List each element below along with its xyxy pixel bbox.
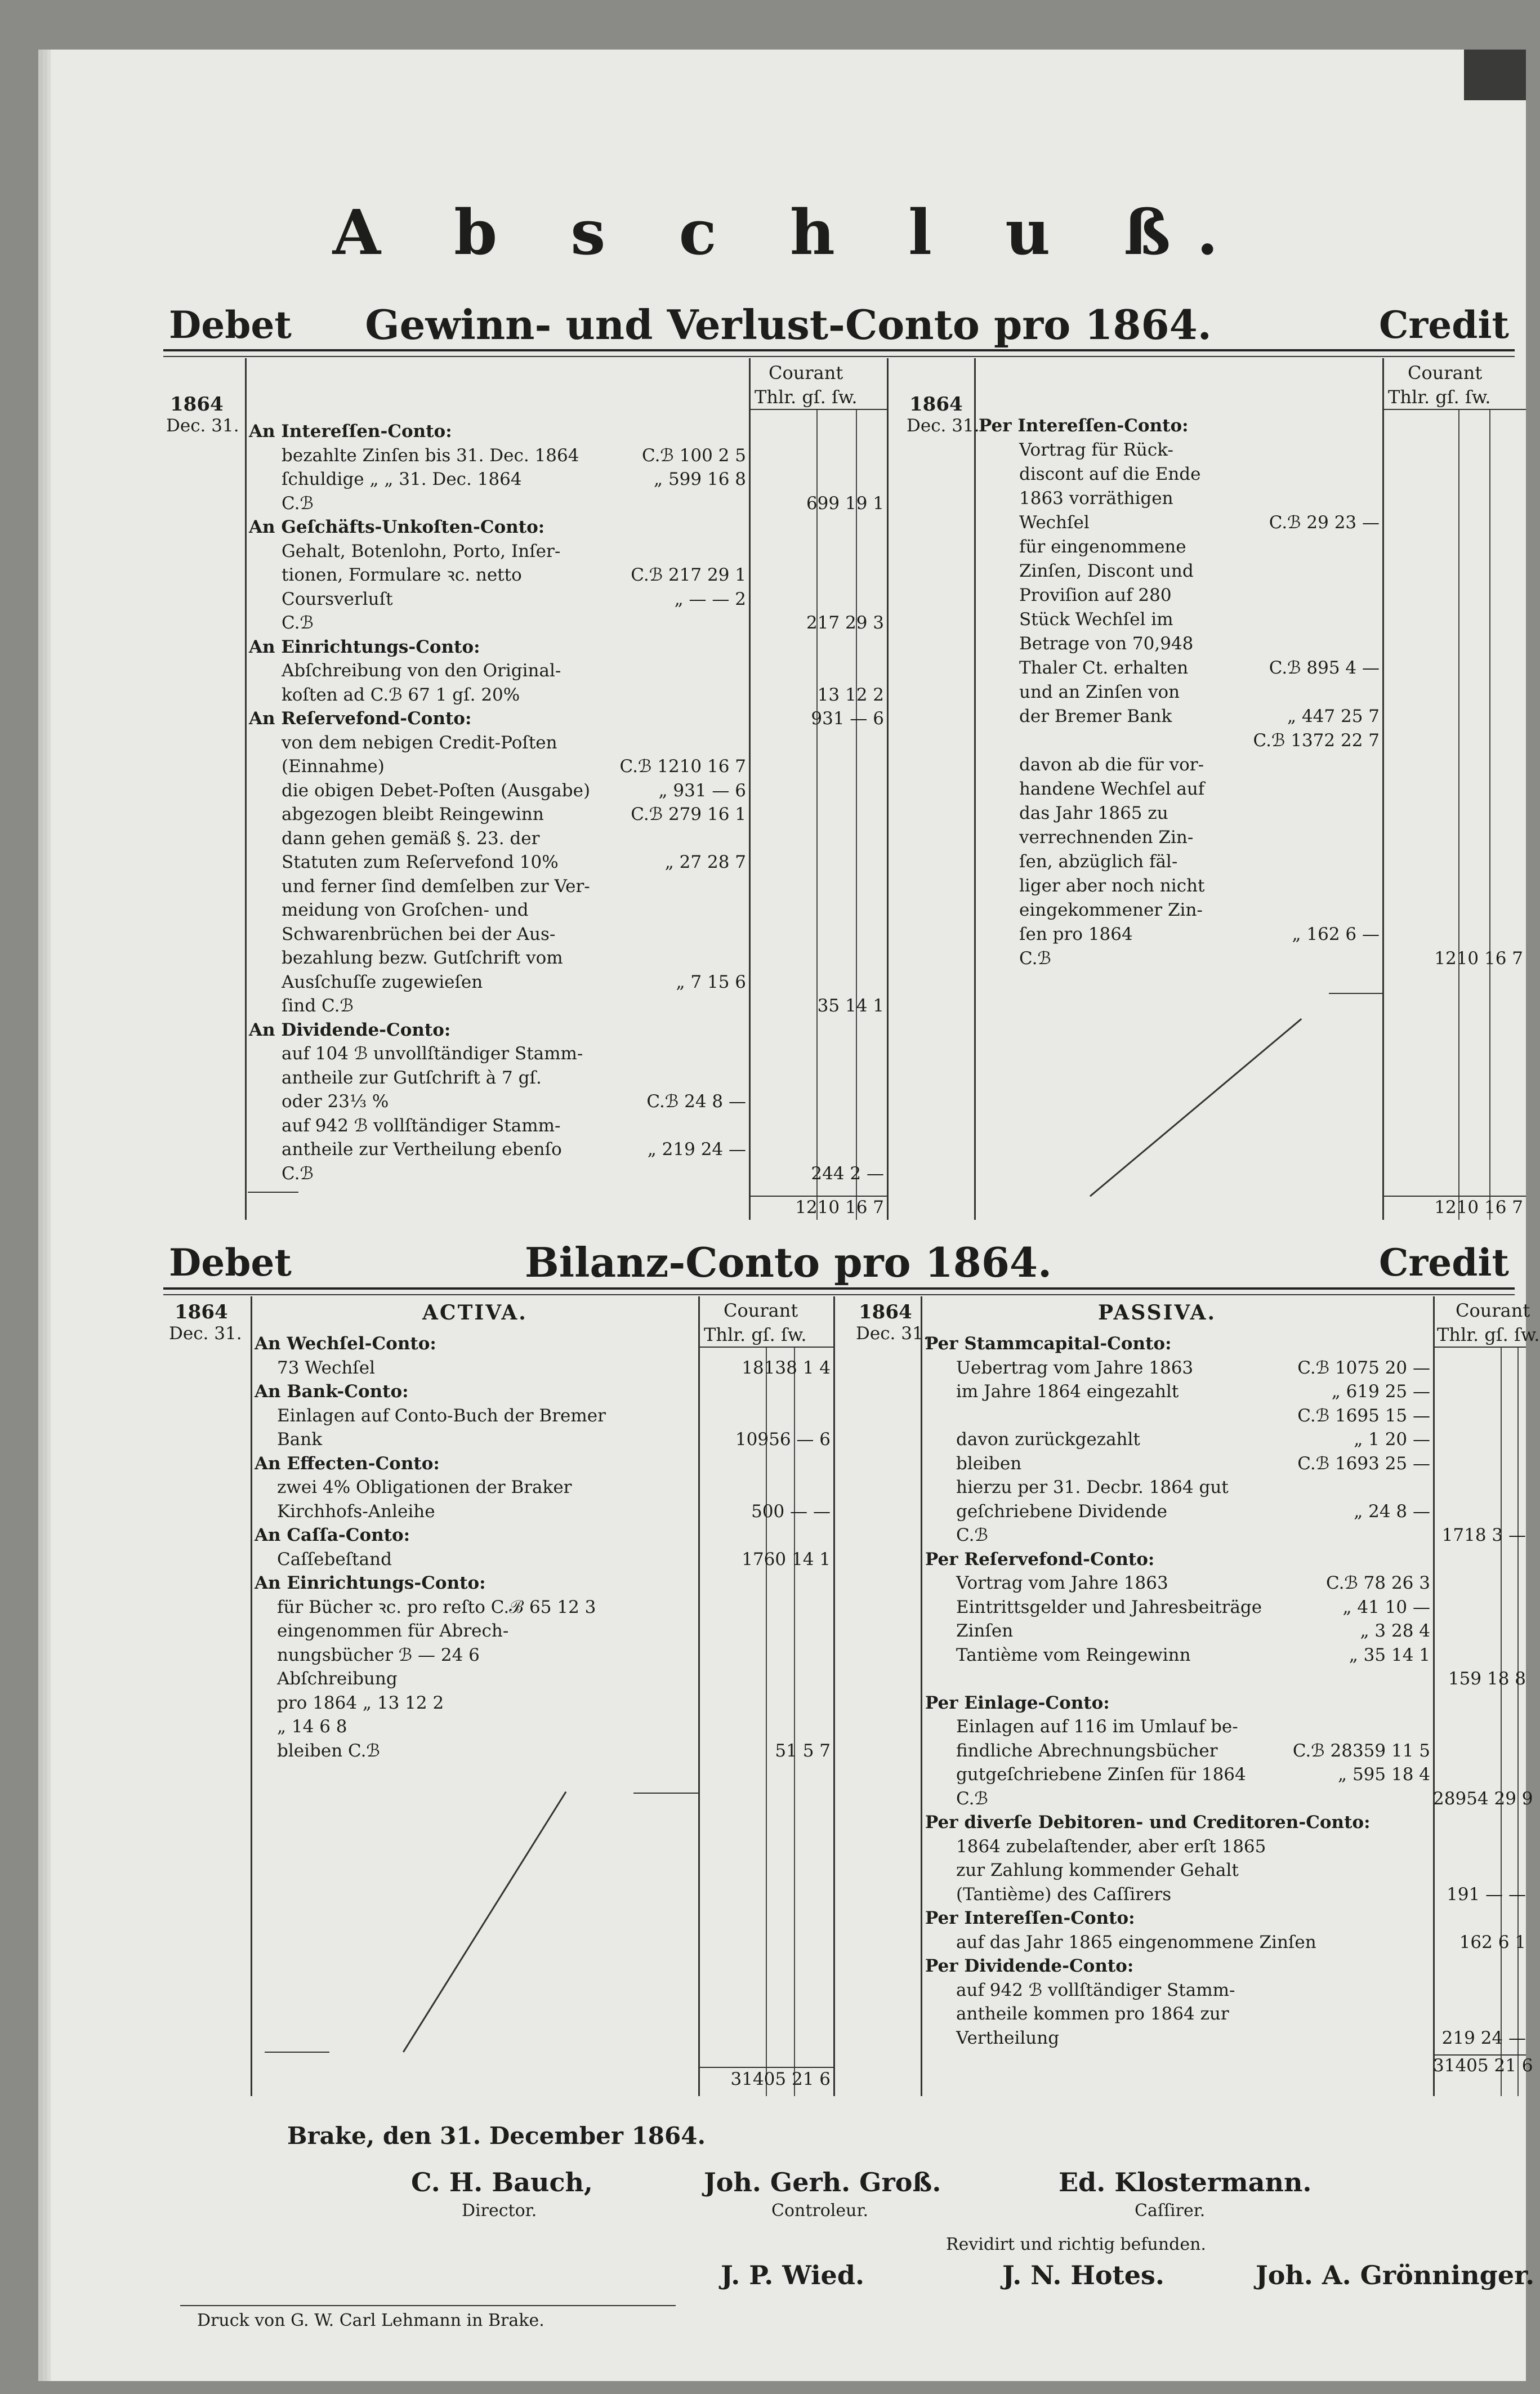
- entry-text: das Jahr 1865 zu: [1019, 803, 1168, 823]
- sub-amount: „ — — 2: [674, 589, 746, 609]
- entry-text: eingenommen für Abrech-: [277, 1621, 509, 1641]
- sub-amount: „ 24 8 —: [1354, 1501, 1430, 1522]
- bilanz-conto-title: Bilanz-Conto pro 1864.: [524, 1238, 1052, 1286]
- rule: [1329, 993, 1382, 994]
- entry-text: die obigen Debet-Poſten (Ausgabe): [282, 780, 591, 801]
- entry-text: Coursverluſt: [282, 589, 393, 609]
- entry-text: ſind C.ℬ: [282, 996, 354, 1016]
- sub-amount: „ 3 28 4: [1360, 1621, 1430, 1641]
- entry-text: verrechnenden Zin-: [1019, 827, 1194, 848]
- col-divider: [749, 358, 751, 1220]
- sub-amount: C.ℬ 100 2 5: [641, 445, 746, 466]
- amount: 191 — —: [1447, 1884, 1526, 1905]
- entry-text: discont auf die Ende: [1019, 464, 1201, 484]
- entry-text: C.ℬ: [282, 613, 314, 633]
- signature-cassirer: Ed. Klostermann.: [1059, 2167, 1312, 2197]
- rule: [698, 1347, 833, 1348]
- date-label: Dec. 31.: [166, 416, 239, 436]
- sub-amount: C.ℬ 29 23 —: [1269, 512, 1380, 533]
- gv-conto-title: Gewinn- und Verlust-Conto pro 1864.: [365, 301, 1212, 349]
- amount: 931 — 6: [811, 708, 884, 729]
- entry-text: Wechſel: [1019, 512, 1090, 533]
- rule: [163, 1294, 1515, 1295]
- entry-text: Zinſen: [956, 1621, 1014, 1641]
- signature-auditor-1: J. P. Wied.: [721, 2260, 864, 2290]
- col-divider: [1433, 1296, 1435, 2096]
- entry-text: auf das Jahr 1865 eingenommene Zinſen: [956, 1932, 1316, 1952]
- entry-text: bezahlte Zinſen bis 31. Dec. 1864: [282, 445, 579, 466]
- entry-text: hierzu per 31. Decbr. 1864 gut: [956, 1477, 1229, 1497]
- entry-text: Stück Wechſel im: [1019, 609, 1173, 630]
- col-divider: [887, 358, 889, 1220]
- signature-auditor-3: Joh. A. Grönninger.: [1256, 2260, 1535, 2290]
- entry-text: Vortrag für Rück-: [1019, 440, 1173, 460]
- entry-text: dann gehen gemäß §. 23. der: [282, 828, 540, 849]
- entry-text: (Einnahme): [282, 756, 385, 777]
- signature-auditor-2: J. N. Hotes.: [1002, 2260, 1164, 2290]
- entry-text: meidung von Groſchen- und: [282, 900, 529, 920]
- entry-text: C.ℬ: [956, 1788, 988, 1809]
- entry-text: C.ℬ: [956, 1525, 988, 1545]
- role-cassirer: Caſſirer.: [1135, 2201, 1206, 2221]
- account-heading: Per Reſervefond-Conto:: [925, 1549, 1155, 1570]
- entry-text: für eingenommene: [1019, 537, 1186, 557]
- entry-text: eingekommener Zin-: [1019, 900, 1203, 920]
- credit-label: Credit: [1379, 1241, 1509, 1285]
- entry-text: antheile zur Vertheilung ebenſo: [282, 1139, 562, 1160]
- debet-label: Debet: [169, 303, 292, 347]
- courant-header: Courant: [1408, 362, 1483, 384]
- passiva-total: 31405 21 6: [1433, 2056, 1533, 2076]
- units-header: Thlr. gſ. ſw.: [1388, 386, 1491, 408]
- amount: 35 14 1: [817, 996, 884, 1016]
- entry-text: oder 23⅓ %: [282, 1091, 389, 1112]
- date-label: Dec. 31.: [907, 416, 980, 436]
- entry-text: der Bremer Bank: [1019, 706, 1172, 726]
- sub-amount: C.ℬ 895 4 —: [1269, 658, 1380, 678]
- entry-text: Betrage von 70,948: [1019, 634, 1194, 654]
- sub-amount: C.ℬ 1075 20 —: [1297, 1357, 1430, 1378]
- rule: [180, 2305, 676, 2306]
- amount: 244 2 —: [811, 1163, 884, 1184]
- amount: 1718 3 —: [1441, 1525, 1526, 1545]
- entry-text: Schwarenbrüchen bei der Aus-: [282, 924, 556, 944]
- sub-amount: C.ℬ 1695 15 —: [1297, 1405, 1430, 1426]
- entry-text: auf 104 ℬ unvollſtändiger Stamm-: [282, 1044, 583, 1064]
- entry-text: koſten ad C.ℬ 67 1 gſ. 20%: [282, 684, 520, 705]
- col-divider: [698, 1296, 700, 2096]
- entry-text: Eintrittsgelder und Jahresbeiträge: [956, 1597, 1262, 1617]
- entry-text: Einlagen auf 116 im Umlauf be-: [956, 1717, 1238, 1737]
- cancel-stroke: [1090, 1018, 1302, 1197]
- activa-total: 31405 21 6: [730, 2069, 831, 2089]
- entry-text: im Jahre 1864 eingezahlt: [956, 1381, 1179, 1402]
- entry-text: Einlagen auf Conto-Buch der Bremer: [277, 1405, 606, 1426]
- col-divider: [1517, 1348, 1519, 2096]
- entry-text: zwei 4% Obligationen der Braker: [277, 1477, 572, 1497]
- entry-text: auf 942 ℬ vollſtändiger Stamm-: [282, 1115, 561, 1136]
- amount: 217 29 3: [806, 613, 884, 633]
- sub-amount: „ 162 6 —: [1292, 924, 1380, 944]
- entry-text: liger aber noch nicht: [1019, 876, 1205, 896]
- amount: 500 — —: [751, 1501, 831, 1522]
- sub-amount: „ 41 10 —: [1342, 1597, 1430, 1617]
- entry-text: Caſſebeſtand: [277, 1549, 392, 1570]
- entry-text: findliche Abrechnungsbücher: [956, 1740, 1218, 1761]
- signature-director: C. H. Bauch,: [411, 2167, 593, 2197]
- account-heading: An Wechſel-Conto:: [255, 1334, 436, 1354]
- col-divider: [856, 410, 857, 1220]
- amount: 1760 14 1: [742, 1549, 831, 1570]
- entry-text: und ferner ſind demſelben zur Ver-: [282, 876, 590, 897]
- entry-text: geſchriebene Dividende: [956, 1501, 1167, 1522]
- amount: 162 6 1: [1459, 1932, 1526, 1952]
- date-label: Dec. 31.: [856, 1323, 929, 1344]
- entry-text: handene Wechſel auf: [1019, 779, 1205, 799]
- revised-note: Revidirt und richtig befunden.: [946, 2235, 1206, 2254]
- entry-text: Proviſion auf 280: [1019, 585, 1172, 605]
- col-divider: [1382, 358, 1384, 1220]
- amount: 159 18 8: [1448, 1669, 1526, 1689]
- col-divider: [816, 410, 818, 1220]
- account-heading: An Reſervefond-Conto:: [249, 708, 472, 729]
- col-divider: [245, 358, 247, 1220]
- entry-text: antheile zur Gutſchrift à 7 gſ.: [282, 1067, 542, 1088]
- entry-text: 1863 vorräthigen: [1019, 488, 1173, 509]
- sub-amount: C.ℬ 28359 11 5: [1292, 1740, 1430, 1761]
- sub-amount: „ 27 28 7: [664, 852, 746, 872]
- account-heading: An Caſſa-Conto:: [255, 1525, 410, 1545]
- entry-text: Vortrag vom Jahre 1863: [956, 1573, 1168, 1593]
- amount: 219 24 —: [1441, 2027, 1526, 2048]
- entry-text: tionen, Formulare ꝛc. netto: [282, 565, 522, 585]
- col-divider: [833, 1296, 835, 2096]
- entry-text: 1864 zubelaſtender, aber erſt 1865: [956, 1836, 1266, 1857]
- year-label: 1864: [859, 1301, 912, 1323]
- account-heading: Per Intereſſen-Conto:: [979, 416, 1189, 436]
- sub-amount: C.ℬ 24 8 —: [646, 1091, 746, 1112]
- entry-text: von dem nebigen Credit-Poſten: [282, 732, 557, 753]
- col-divider: [766, 1348, 767, 2096]
- rule: [633, 1793, 698, 1794]
- account-heading: An Einrichtungs-Conto:: [249, 636, 480, 657]
- courant-header: Courant: [1456, 1300, 1530, 1321]
- rule: [163, 1287, 1515, 1290]
- role-director: Director.: [462, 2201, 537, 2221]
- sub-amount: C.ℬ 78 26 3: [1325, 1573, 1430, 1593]
- sub-amount: „ 35 14 1: [1349, 1644, 1430, 1665]
- entry-text: auf 942 ℬ vollſtändiger Stamm-: [956, 1980, 1235, 2000]
- entry-text: Kirchhofs-Anleihe: [277, 1501, 435, 1522]
- rule: [1433, 1347, 1526, 1348]
- year-label: 1864: [175, 1301, 228, 1323]
- entry-text: 73 Wechſel: [277, 1357, 376, 1378]
- page-corner-shadow: [1464, 50, 1526, 100]
- account-heading: Per Stammcapital-Conto:: [925, 1334, 1172, 1354]
- sub-amount: „ 595 18 4: [1338, 1764, 1430, 1785]
- entry-text: davon ab die für vor-: [1019, 755, 1204, 775]
- entry-text: Abſchreibung von den Original-: [282, 661, 561, 681]
- sub-amount: „ 447 25 7: [1287, 706, 1380, 726]
- entry-text: antheile kommen pro 1864 zur: [956, 2004, 1229, 2024]
- gv-credit-total: 1210 16 7: [1434, 1197, 1523, 1218]
- cancel-stroke: [403, 1791, 566, 2053]
- year-label: 1864: [170, 393, 224, 416]
- role-controleur: Controleur.: [771, 2201, 869, 2221]
- entry-text: Vertheilung: [956, 2027, 1060, 2048]
- sub-amount: „ 219 24 —: [647, 1139, 746, 1160]
- col-divider: [1501, 1348, 1502, 2096]
- sub-amount: C.ℬ 1372 22 7: [1253, 730, 1380, 751]
- entry-text: bleiben C.ℬ: [277, 1740, 380, 1761]
- rule: [248, 1192, 298, 1193]
- entry-text: C.ℬ: [1019, 948, 1051, 969]
- passiva-title: PASSIVA.: [1098, 1301, 1217, 1325]
- units-header: Thlr. gſ. ſw.: [1437, 1324, 1540, 1345]
- entry-text: Thaler Ct. erhalten: [1019, 658, 1189, 678]
- account-heading: An Dividende-Conto:: [249, 1019, 451, 1040]
- printer-imprint: Druck von G. W. Carl Lehmann in Brake.: [197, 2311, 544, 2330]
- credit-label: Credit: [1379, 303, 1509, 347]
- entry-text: und an Zinſen von: [1019, 682, 1180, 702]
- units-header: Thlr. gſ. ſw.: [704, 1324, 807, 1345]
- account-heading: Per Dividende-Conto:: [925, 1956, 1134, 1976]
- date-label: Dec. 31.: [169, 1323, 242, 1344]
- amount: 28954 29 9: [1433, 1788, 1533, 1809]
- amount: 1210 16 7: [1434, 948, 1523, 969]
- entry-text: Statuten zum Reſervefond 10%: [282, 852, 559, 872]
- entry-text: Tantième vom Reingewinn: [956, 1644, 1191, 1665]
- entry-text: Zinſen, Discont und: [1019, 561, 1194, 581]
- account-heading: An Effecten-Conto:: [255, 1453, 440, 1474]
- ledger-page: [51, 50, 1540, 2381]
- sub-amount: C.ℬ 279 16 1: [631, 804, 746, 824]
- entry-text: abgezogen bleibt Reingewinn: [282, 804, 544, 824]
- amount: 51 5 7: [775, 1740, 831, 1761]
- sub-amount: C.ℬ 1210 16 7: [619, 756, 746, 777]
- sub-amount: „ 931 — 6: [658, 780, 746, 801]
- rule: [698, 2067, 833, 2068]
- entry-text: Gehalt, Botenlohn, Porto, Inſer-: [282, 541, 561, 561]
- signature-controleur: Joh. Gerh. Groß.: [704, 2167, 941, 2197]
- account-heading: An Geſchäfts-Unkoſten-Conto:: [249, 517, 545, 537]
- account-heading: An Einrichtungs-Conto:: [255, 1573, 486, 1593]
- entry-text: Uebertrag vom Jahre 1863: [956, 1357, 1194, 1378]
- entry-text: C.ℬ: [282, 493, 314, 514]
- entry-text: C.ℬ: [282, 1163, 314, 1184]
- entry-text: Abſchreibung: [277, 1669, 398, 1689]
- entry-text: gutgeſchriebene Zinſen für 1864: [956, 1764, 1246, 1785]
- entry-text: bezahlung bezw. Gutſchrift vom: [282, 948, 563, 968]
- amount: 13 12 2: [817, 684, 884, 705]
- entry-text: zur Zahlung kommender Gehalt: [956, 1860, 1239, 1880]
- entry-text: ſchuldige „ „ 31. Dec. 1864: [282, 469, 522, 489]
- rule: [1382, 409, 1526, 410]
- place-date: Brake, den 31. December 1864.: [287, 2122, 706, 2150]
- sub-amount: „ 599 16 8: [654, 469, 746, 489]
- col-divider: [974, 358, 976, 1220]
- entry-text: ſen, abzüglich fäl-: [1019, 852, 1178, 872]
- amount: 10956 — 6: [735, 1429, 831, 1450]
- entry-text: (Tantième) des Caſſirers: [956, 1884, 1172, 1905]
- entry-text: pro 1864 „ 13 12 2: [277, 1692, 444, 1713]
- account-heading: An Bank-Conto:: [255, 1381, 409, 1402]
- col-divider: [251, 1296, 252, 2096]
- sub-amount: C.ℬ 1693 25 —: [1297, 1453, 1430, 1474]
- account-heading: Per Intereſſen-Conto:: [925, 1908, 1135, 1928]
- units-header: Thlr. gſ. ſw.: [755, 386, 858, 408]
- courant-header: Courant: [724, 1300, 798, 1321]
- entry-text: für Bücher ꝛc. pro reſto C.ℬ 65 12 3: [277, 1597, 596, 1617]
- gv-debit-total: 1210 16 7: [795, 1197, 884, 1218]
- amount: 18138 1 4: [742, 1357, 831, 1378]
- rule: [749, 1196, 887, 1197]
- courant-header: Courant: [769, 362, 843, 384]
- entry-text: davon zurückgezahlt: [956, 1429, 1140, 1450]
- sub-amount: „ 7 15 6: [676, 971, 746, 992]
- sub-amount: „ 619 25 —: [1331, 1381, 1430, 1402]
- year-label: 1864: [909, 393, 963, 416]
- col-divider: [1489, 410, 1490, 1220]
- page-title: A b s c h l u ß.: [332, 196, 1244, 269]
- entry-text: Ausſchuſſe zugewieſen: [282, 971, 483, 992]
- rule: [1382, 1196, 1526, 1197]
- rule: [163, 356, 1515, 357]
- account-heading: An Intereſſen-Conto:: [249, 421, 452, 442]
- col-divider: [1458, 410, 1459, 1220]
- entry-text: bleiben: [956, 1453, 1022, 1474]
- rule: [749, 409, 887, 410]
- sub-amount: „ 1 20 —: [1354, 1429, 1430, 1450]
- entry-text: nungsbücher ℬ — 24 6: [277, 1644, 480, 1665]
- rule: [163, 349, 1515, 351]
- account-heading: Per diverſe Debitoren- und Creditoren-Conto:: [925, 1812, 1371, 1833]
- sub-amount: C.ℬ 217 29 1: [631, 565, 746, 585]
- col-divider: [794, 1348, 795, 2096]
- activa-title: ACTIVA.: [422, 1301, 528, 1325]
- col-divider: [921, 1296, 922, 2096]
- debet-label: Debet: [169, 1241, 292, 1285]
- account-heading: Per Einlage-Conto:: [925, 1692, 1110, 1713]
- amount: 699 19 1: [806, 493, 884, 514]
- entry-text: ſen pro 1864: [1019, 924, 1133, 944]
- entry-text: „ 14 6 8: [277, 1717, 347, 1737]
- entry-text: Bank: [277, 1429, 323, 1450]
- rule: [265, 2052, 329, 2053]
